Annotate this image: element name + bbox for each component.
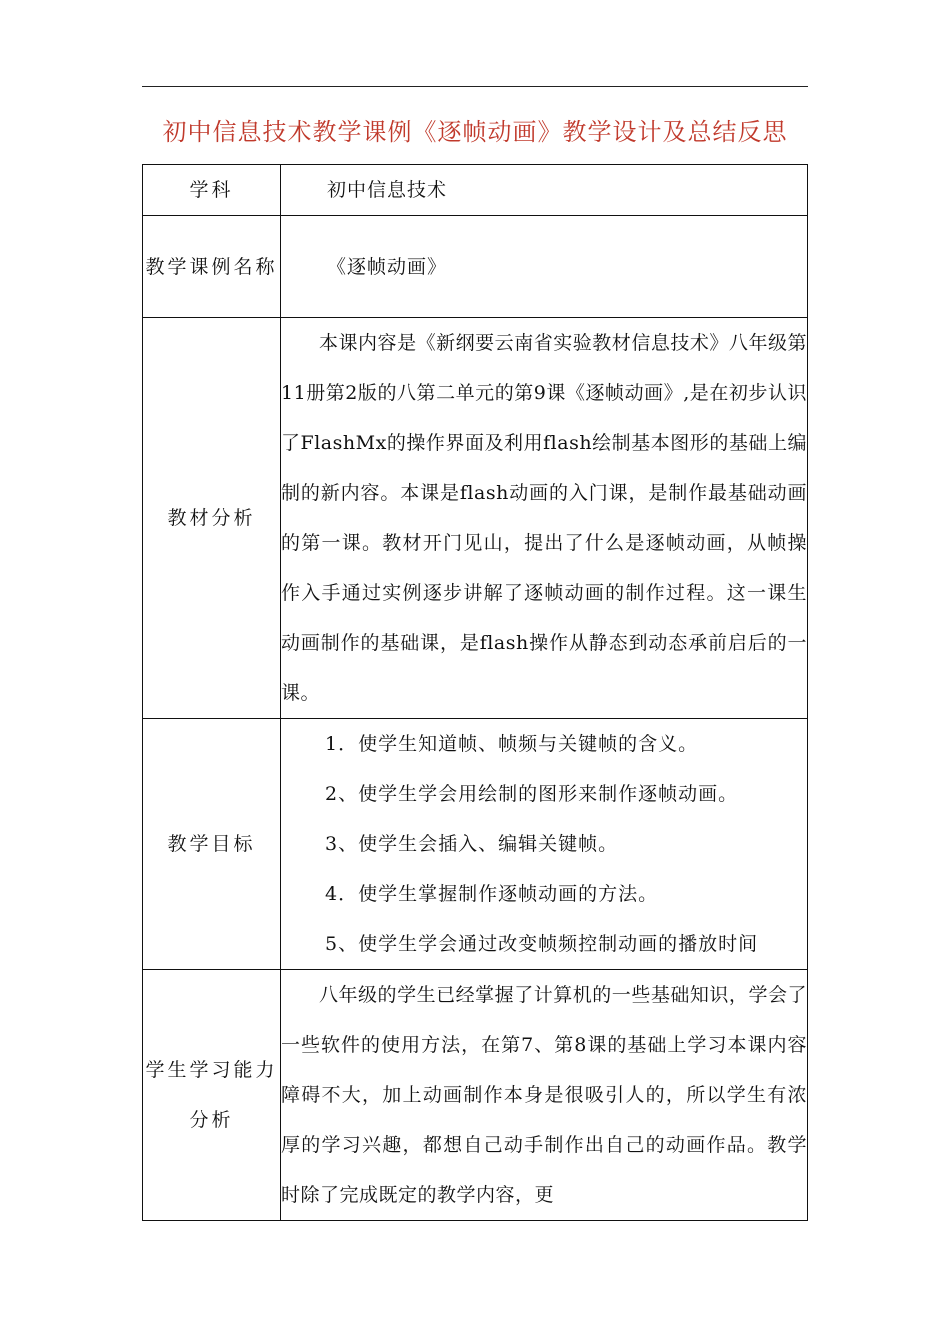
lesson-plan-table bbox=[142, 164, 808, 1221]
teaching-goals-cell bbox=[281, 719, 808, 970]
lesson-name-label: 教学课例名称 bbox=[143, 216, 281, 318]
material-analysis-label: 教材分析 bbox=[143, 318, 281, 719]
learning-ability-text: 八年级的学生已经掌握了计算机的一些基础知识，学会了一些软件的使用方法，在第7、第8课的基础上学习本课内容障碍不大，加上动画制作本身是很吸引人的，所以学生有浓厚的学习兴趣，都想自己动手制作出自己的动画作品。教学时除了完成既定的教学内容，更 bbox=[281, 984, 807, 1206]
list-item: 4．使学生掌握制作逐帧动画的方法。 bbox=[325, 883, 659, 905]
list-item: 2、使学生学会用绘制的图形来制作逐帧动画。 bbox=[325, 783, 739, 805]
learning-ability-label: 学生学习能力分析 bbox=[143, 970, 281, 1221]
lesson-name-value-cell bbox=[281, 216, 808, 318]
subject-value: 初中信息技术 bbox=[327, 179, 448, 201]
table-row-teaching-goals bbox=[143, 719, 808, 970]
learning-ability-cell bbox=[281, 970, 808, 1221]
header-rule bbox=[142, 86, 808, 87]
table-row-lesson-name bbox=[143, 216, 808, 318]
subject-label: 学科 bbox=[143, 165, 281, 216]
table-row-learning-ability bbox=[143, 970, 808, 1221]
material-analysis-text: 本课内容是《新纲要云南省实验教材信息技术》八年级第11册第2版的八第二单元的第9课《逐帧动画》,是在初步认识了FlashMx的操作界面及利用flash绘制基本图形的基础上编制的新内容。本课是flash动画的入门课，是制作最基础动画的第一课。教材开门见山，提出了什么是逐帧动画，从帧操作入手通过实例逐步讲解了逐帧动画的制作过程。这一课生动画制作的基础课，是flash操作从静态到动态承前启后的一课。 bbox=[281, 332, 807, 704]
table-row-subject bbox=[143, 165, 808, 216]
list-item: 3、使学生会插入、编辑关键帧。 bbox=[325, 833, 619, 855]
lesson-name-value: 《逐帧动画》 bbox=[327, 255, 448, 278]
document-title: 初中信息技术教学课例《逐帧动画》教学设计及总结反思 bbox=[162, 118, 788, 146]
list-item: 1．使学生知道帧、帧频与关键帧的含义。 bbox=[325, 733, 699, 755]
table-row-material-analysis bbox=[143, 318, 808, 719]
teaching-goals-label: 教学目标 bbox=[143, 719, 281, 970]
list-item: 5、使学生学会通过改变帧频控制动画的播放时间 bbox=[325, 933, 759, 955]
material-analysis-cell bbox=[281, 318, 808, 719]
subject-value-cell bbox=[281, 165, 808, 216]
